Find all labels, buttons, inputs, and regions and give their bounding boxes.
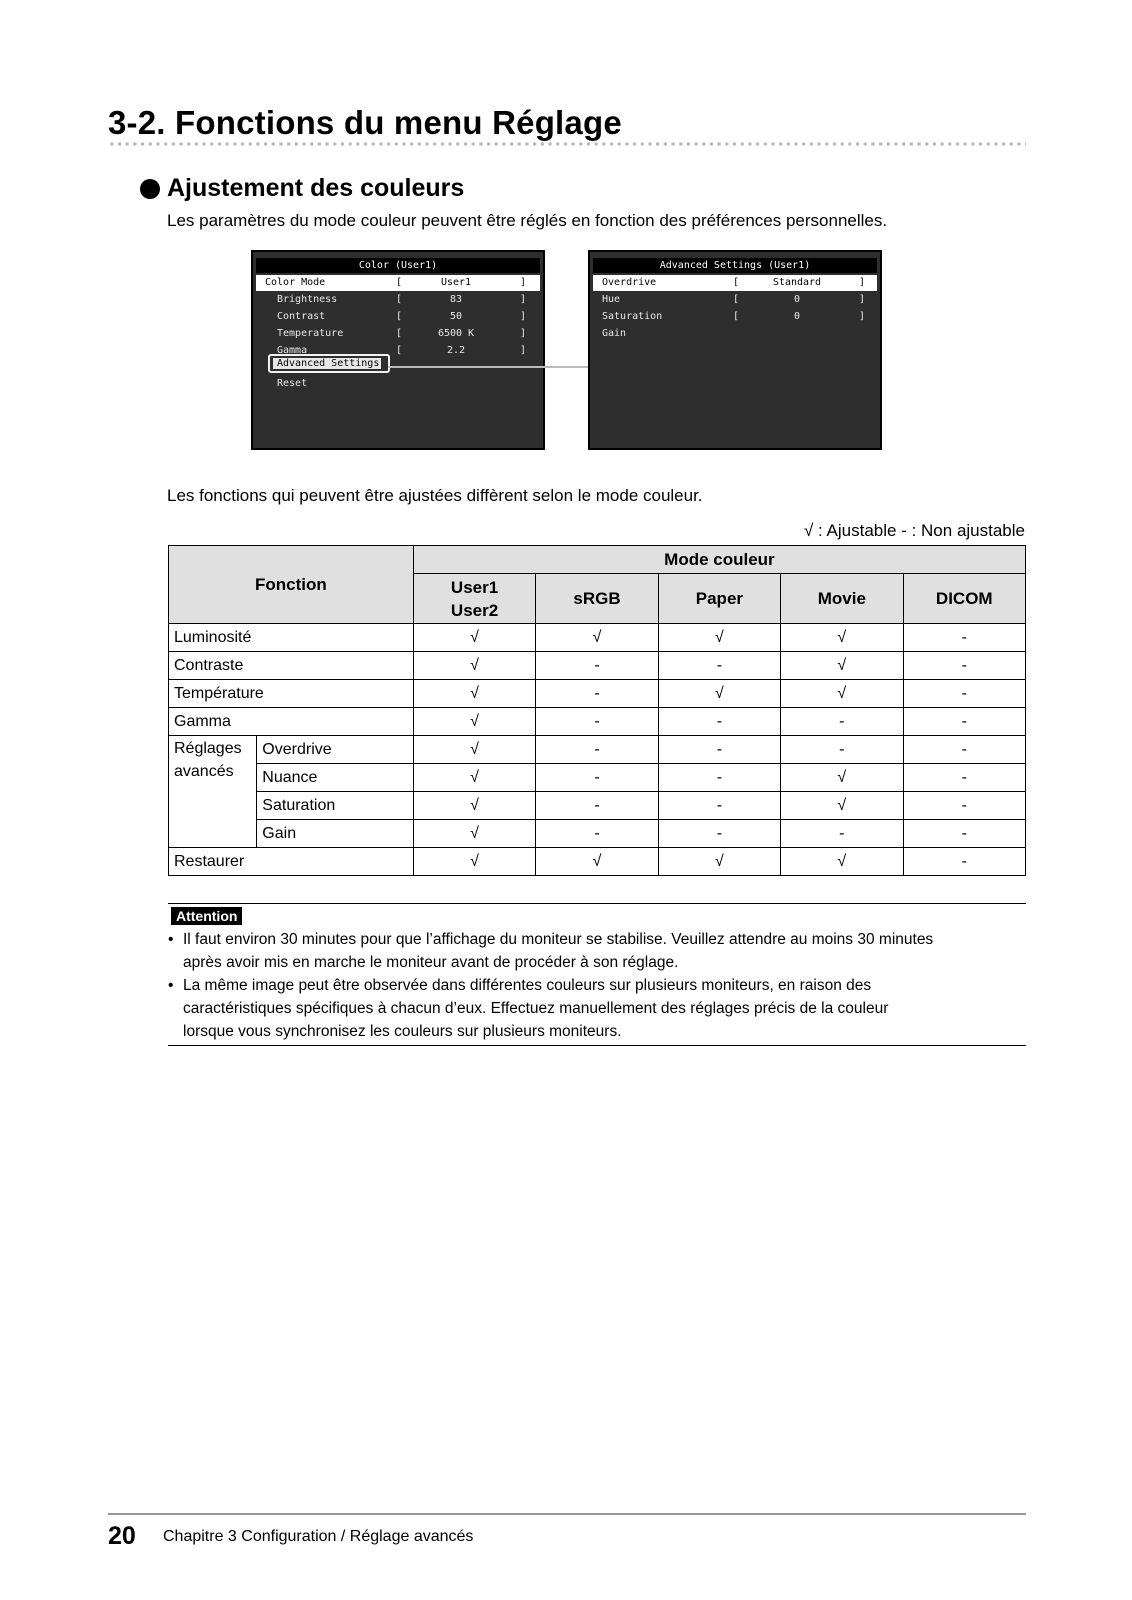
osd-row-reset: Reset bbox=[277, 378, 308, 389]
footer-rule bbox=[108, 1513, 1026, 1515]
osd-row-overdrive: Overdrive [ Standard ] bbox=[593, 275, 877, 291]
col-srgb: sRGB bbox=[536, 574, 658, 624]
table-row: Restaurer √ √ √ √ - bbox=[169, 848, 1026, 876]
osd-row-color-mode: Color Mode [ User1 ] bbox=[256, 275, 540, 291]
col-paper: Paper bbox=[658, 574, 780, 624]
table-row: Gain √ - - - - bbox=[169, 820, 1026, 848]
table-row: Gamma √ - - - - bbox=[169, 708, 1026, 736]
page-number: 20 bbox=[108, 1522, 136, 1550]
table-row: Réglages avancés Overdrive √ - - - - bbox=[169, 736, 1026, 764]
osd-row-gamma: Gamma [ 2.2 ] bbox=[277, 345, 527, 356]
attention-item-1-line-1: Il faut environ 30 minutes pour que l’affichage du moniteur se stabilise. Veuillez attendre au moins 30 minutes bbox=[183, 931, 934, 948]
osd-row-saturation: Saturation [ 0 ] bbox=[602, 311, 866, 322]
attention-item-2-line-2: caractéristiques spécifiques à chacun d’eux. Effectuez manuellement des réglages précis de la couleur bbox=[183, 1000, 889, 1017]
attention-bullet-1: • bbox=[168, 931, 174, 948]
attention-badge: Attention bbox=[171, 907, 242, 925]
osd-advanced-title: Advanced Settings (User1) bbox=[593, 258, 877, 273]
attention-top-rule bbox=[168, 903, 1026, 904]
heading-dotted-rule bbox=[108, 142, 1026, 146]
osd-row-hue: Hue [ 0 ] bbox=[602, 294, 866, 305]
col-movie: Movie bbox=[781, 574, 903, 624]
table-row: Saturation √ - - √ - bbox=[169, 792, 1026, 820]
attention-bullet-2: • bbox=[168, 977, 174, 994]
col-user1-user2: User1 User2 bbox=[413, 574, 535, 624]
section-title: Ajustement des couleurs bbox=[167, 174, 465, 202]
table-row: Luminosité √ √ √ √ - bbox=[169, 624, 1026, 652]
reglages-avances-group-label: Réglages avancés bbox=[169, 736, 257, 848]
osd-advanced-settings-menu bbox=[588, 250, 882, 450]
table-row: Nuance √ - - √ - bbox=[169, 764, 1026, 792]
attention-item-1-line-2: après avoir mis en marche le moniteur avant de procéder à son réglage. bbox=[183, 954, 679, 971]
osd-advanced-settings-highlight bbox=[268, 354, 390, 373]
osd-advanced-settings-label: Advanced Settings bbox=[273, 358, 381, 369]
osd-row-gain: Gain bbox=[602, 328, 627, 339]
attention-bottom-rule bbox=[168, 1045, 1026, 1046]
attention-item-2-line-1: La même image peut être observée dans différentes couleurs sur plusieurs moniteurs, en raison des bbox=[183, 977, 872, 994]
col-dicom: DICOM bbox=[903, 574, 1025, 624]
page-heading: 3-2. Fonctions du menu Réglage bbox=[108, 104, 622, 141]
table-row: Température √ - √ √ - bbox=[169, 680, 1026, 708]
mode-couleur-header: Mode couleur bbox=[413, 546, 1025, 574]
legend: √ : Ajustable - : Non ajustable bbox=[803, 521, 1025, 540]
osd-row-brightness: Brightness [ 83 ] bbox=[277, 294, 527, 305]
section-description: Les paramètres du mode couleur peuvent être réglés en fonction des préférences personnelles. bbox=[167, 211, 888, 230]
fonction-header: Fonction bbox=[169, 546, 414, 624]
osd-color-menu bbox=[251, 250, 545, 450]
footer-chapter: Chapitre 3 Configuration / Réglage avancés bbox=[163, 1528, 474, 1545]
attention-item-2-line-3: lorsque vous synchronisez les couleurs sur plusieurs moniteurs. bbox=[183, 1023, 622, 1040]
function-table bbox=[168, 545, 1026, 876]
osd-row-temperature: Temperature [ 6500 K ] bbox=[277, 328, 527, 339]
mode-note: Les fonctions qui peuvent être ajustées diffèrent selon le mode couleur. bbox=[167, 486, 703, 505]
osd-row-contrast: Contrast [ 50 ] bbox=[277, 311, 527, 322]
osd-color-title: Color (User1) bbox=[256, 258, 540, 273]
section-bullet-icon bbox=[140, 179, 160, 199]
table-row: Contraste √ - - √ - bbox=[169, 652, 1026, 680]
osd-connector-line bbox=[388, 366, 589, 368]
